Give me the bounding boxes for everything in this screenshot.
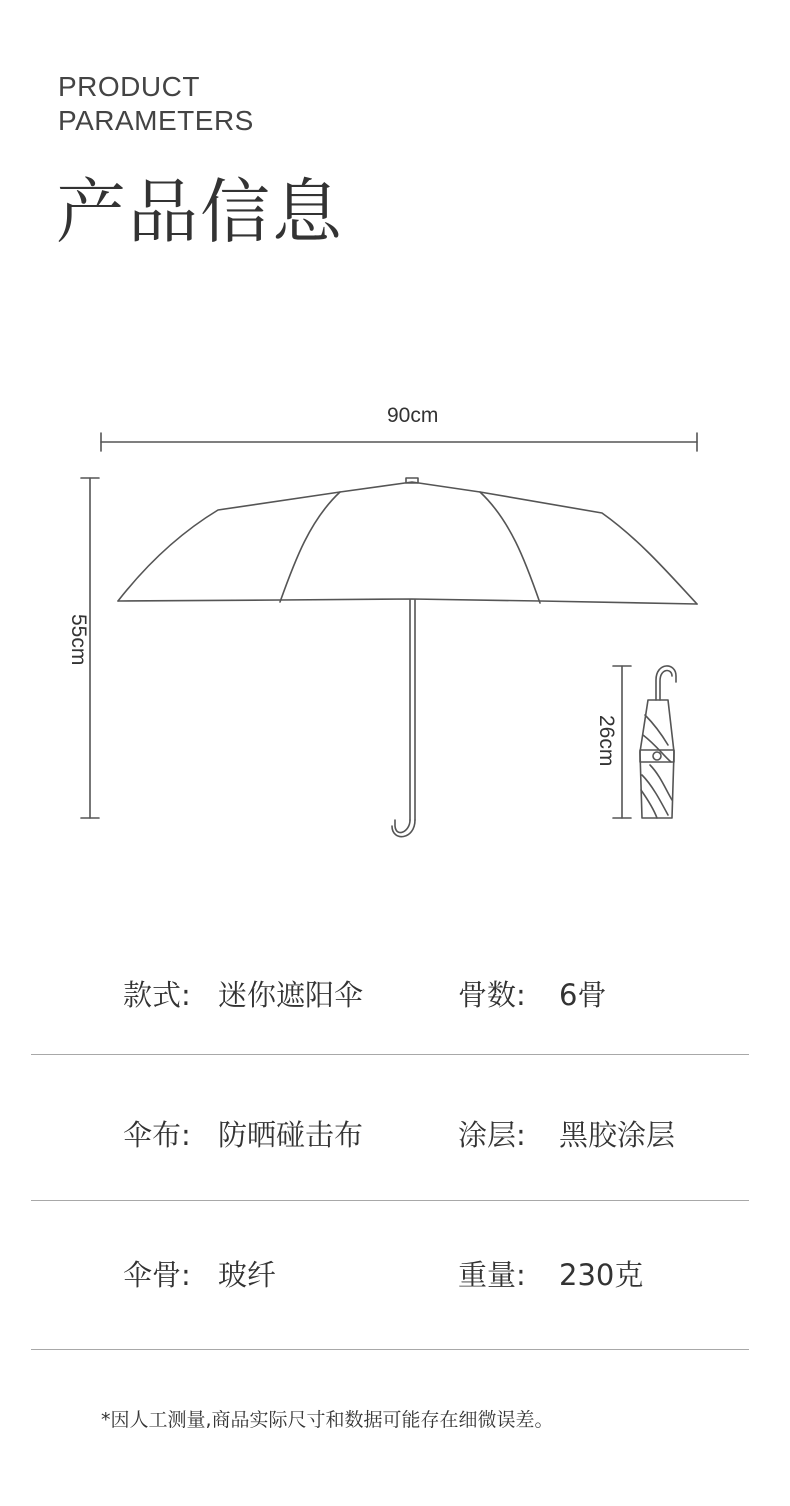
- title-cn: 产品信息: [56, 171, 344, 253]
- spec-value: 迷你遮阳伞: [218, 978, 364, 1012]
- spec-row: [0, 1115, 790, 1175]
- spec-value: 防晒碰击布: [218, 1118, 364, 1152]
- spec-label: 伞骨:: [123, 1258, 191, 1292]
- spec-row: [0, 1255, 790, 1315]
- dimension-width-label: 90cm: [387, 404, 439, 427]
- spec-label: 涂层:: [458, 1118, 526, 1152]
- spec-label: 重量:: [458, 1258, 526, 1292]
- spec-value: 6骨: [559, 978, 607, 1012]
- divider: [31, 1054, 749, 1055]
- spec-row: [0, 975, 790, 1035]
- dimension-height-label: 55cm: [67, 614, 90, 666]
- spec-label: 伞布:: [123, 1118, 191, 1152]
- spec-label: 款式:: [123, 978, 191, 1012]
- title-en-line2: PARAMETERS: [58, 105, 254, 136]
- divider: [31, 1200, 749, 1201]
- spec-value: 230克: [559, 1258, 644, 1292]
- spec-value: 黑胶涂层: [559, 1118, 676, 1152]
- spec-label: 骨数:: [458, 978, 526, 1012]
- title-en-line1: PRODUCT: [58, 71, 200, 102]
- divider: [31, 1349, 749, 1350]
- dimension-folded-label: 26cm: [595, 715, 618, 767]
- spec-value: 玻纤: [218, 1258, 277, 1292]
- footnote: *因人工测量,商品实际尺寸和数据可能存在细微误差。: [101, 1409, 554, 1431]
